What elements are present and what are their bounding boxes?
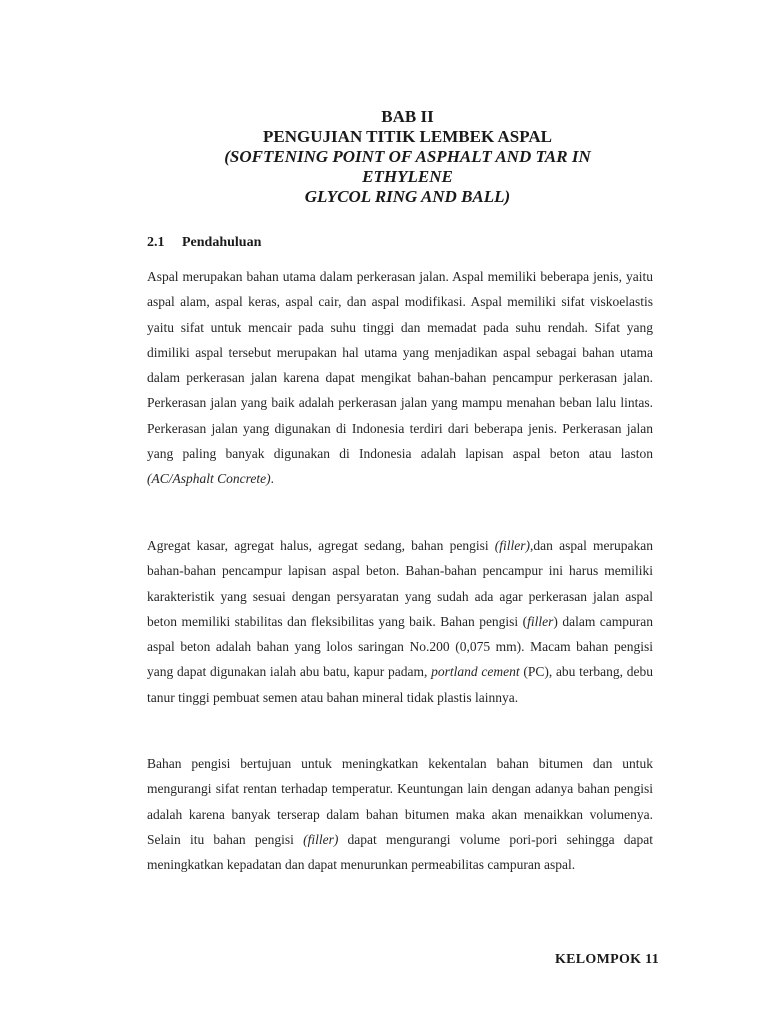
paragraph-1-italic-term: (AC/Asphalt Concrete): [147, 471, 271, 487]
paragraph-2-italic-filler: (filler): [494, 538, 531, 553]
paragraph-3-part-b: dapat mengurangi volume pori-pori sehingga dapat meningkatkan kepadatan dan dapat menurunkan permeabilitas campuran aspal.: [147, 831, 654, 873]
section-number: 2.1: [147, 235, 165, 250]
paragraph-2-part-a: Agregat kasar, agregat halus, agregat sedang, bahan pengisi: [147, 538, 495, 553]
paragraph-2-part-b: ,dan aspal merupakan bahan-bahan pencampur lapisan aspal beton. Bahan-bahan pencampur ini harus memiliki karakteristik yang sesuai dengan persyaratan yang sudah ada agar perkerasan jalan aspal beton memiliki stabilitas dan fleksibilitas yang baik. Bahan pengisi (: [147, 538, 653, 629]
footer-group-label: KELOMPOK 11: [554, 952, 659, 967]
paragraph-2-italic-filler-2: filler: [527, 613, 554, 629]
paragraph-2-italic-portland: portland cement: [431, 664, 520, 680]
paragraph-1-end: .: [270, 471, 274, 487]
chapter-subtitle-line-3: GLYCOL RING AND BALL): [304, 187, 511, 206]
section-title: Pendahuluan: [182, 235, 262, 250]
paragraph-2: [147, 533, 653, 710]
paragraph-3-italic-filler: (filler): [303, 831, 339, 847]
paragraph-2-part-d: (PC), abu terbang, debu tanur tinggi pembuat semen atau bahan mineral tidak plastis lainnya.: [147, 664, 654, 705]
chapter-subtitle-line-2: ETHYLENE: [362, 167, 453, 186]
paragraph-3: [147, 751, 653, 877]
paragraph-2-part-c: ) dalam campuran aspal beton adalah bahan yang lolos saringan No.200 (0,075 mm). Macam bahan pengisi yang dapat digunakan ialah abu batu, kapur padam,: [147, 613, 653, 680]
paragraph-3-part-a: Bahan pengisi bertujuan untuk meningkatkan kekentalan bahan bitumen dan untuk mengurangi sifat rentan terhadap temperatur. Keuntungan lain dengan adanya bahan pengisi adalah karena banyak terserap dalam bahan bitumen maka akan menaikkan volumenya. Selain itu bahan pengisi: [147, 756, 653, 847]
section-heading: [147, 234, 261, 252]
chapter-subtitle-line-1: (SOFTENING POINT OF ASPHALT AND TAR IN: [224, 147, 591, 166]
paragraph-1: [147, 264, 653, 492]
paragraph-1-text: Aspal merupakan bahan utama dalam perkerasan jalan. Aspal memiliki beberapa jenis, yaitu aspal alam, aspal keras, aspal cair, dan aspal modifikasi. Aspal memiliki sifat viskoelastis yaitu sifat untuk mencair pada suhu tinggi dan memadat pada suhu rendah. Sifat yang dimiliki aspal tersebut merupakan hal utama yang menjadikan aspal sebagai bahan utama dalam perkerasan jalan karena dapat mengikat bahan-bahan pencampur perkerasan jalan. Perkerasan jalan yang baik adalah perkerasan jalan yang mampu menahan beban lalu lintas. Perkerasan jalan yang digunakan di Indonesia terdiri dari beberapa jenis. Perkerasan jalan yang paling banyak digunakan di Indonesia adalah lapisan aspal beton atau laston: [147, 269, 653, 462]
chapter-title: PENGUJIAN TITIK LEMBEK ASPAL: [263, 127, 552, 146]
chapter-number: BAB II: [381, 107, 434, 126]
chapter-heading: [140, 107, 675, 207]
